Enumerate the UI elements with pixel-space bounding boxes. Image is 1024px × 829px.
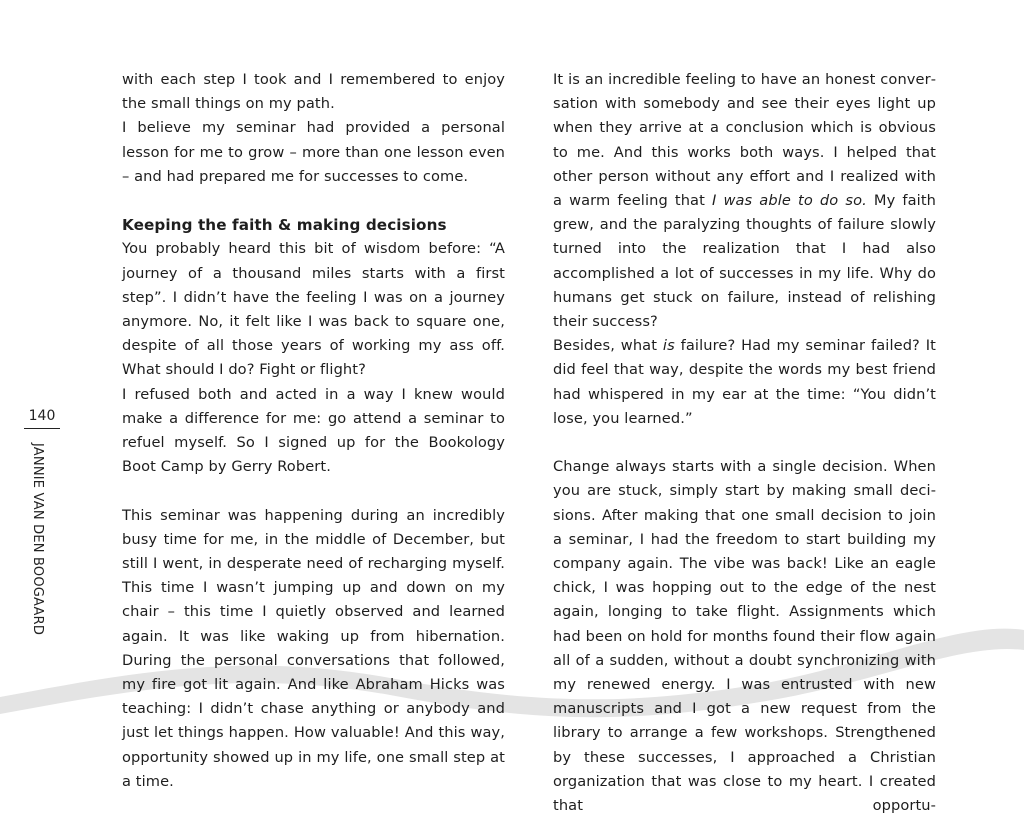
right-paragraph-3: Change always starts with a single decision. When you are stuck, simply start by making small decisions. After making that one small decision to join a seminar, I had the freedom to start building my company again. The vibe was back! Like an eagle chick, I was hopping out to the edge of the nest again, longing to take flight. Assignments which had been on hold for months found their flow again all of a sudden, without a doubt synchronizing with my renewed energy. I was entrusted with new manuscripts and I got a new request from the library to arrange a few workshops. Strengthened by these successes, I approached a Christian organization that was close to my heart. I created that opportu- bbox=[553, 458, 936, 815]
right-column bbox=[553, 68, 936, 818]
left-paragraph-5: This seminar was happening during an incredibly busy time for me, in the middle of December, but still I went, in desperate need of recharging myself. This time I wasn’t jumping up and down on my chair – this time I quietly observed and learned again. It was like waking up from hibernation. During the personal conversations that followed, my fire got lit again. And like Abraham Hicks was teaching: I didn’t chase anything or anybody and just let things happen. How valuable! And this way, opportunity showed up in my life, one small step at a time. bbox=[122, 506, 505, 790]
left-paragraph-2: I believe my seminar had provided a personal lesson for me to grow – more than one lesson even – and had prepared me for successes to come. bbox=[122, 119, 505, 185]
emphasis-text: is bbox=[662, 337, 675, 355]
running-header: JANNIE VAN DEN BOOGAARD bbox=[30, 443, 45, 636]
right-paragraph-2: Besides, what is failure? Had my seminar failed? It did feel that way, despite the words my best friend had whispered in my ear at the time: “You didn’t lose, you learned.” bbox=[553, 337, 936, 427]
right-paragraph-1: It is an incredible feeling to have an honest conversation with somebody and see their eyes light up when they arrive at a conclusion which is obvious to me. And this works both ways. I helped that other person without any effort and I realized with a warm feeling that I was able to do so. My faith grew, and the paralyzing thoughts of failure slowly turned into the realization that I had also accomplished a lot of successes in my life. Why do humans get stuck on failure, instead of relishing their success? bbox=[553, 71, 937, 331]
section-heading: Keeping the faith & making decisions bbox=[122, 216, 447, 235]
page-number: 140 bbox=[24, 408, 60, 429]
left-paragraph-1: with each step I took and I remembered to enjoy the small things on my path. bbox=[122, 71, 505, 113]
left-paragraph-4: I refused both and acted in a way I knew would make a difference for me: go attend a seminar to refuel myself. So I signed up for the Bookology Boot Camp by Gerry Robert. bbox=[122, 385, 505, 476]
emphasis-text: I was able to do so. bbox=[711, 192, 867, 210]
left-paragraph-3: You probably heard this bit of wisdom before: “A journey of a thousand miles starts with a first step”. I didn’t have the feeling I was on a journey anymore. No, it felt like I was back to square one, despite of all those years of working my ass off. What should I do? Fight or flight? bbox=[122, 240, 505, 379]
page-number-block bbox=[24, 408, 60, 429]
left-column bbox=[122, 68, 505, 794]
